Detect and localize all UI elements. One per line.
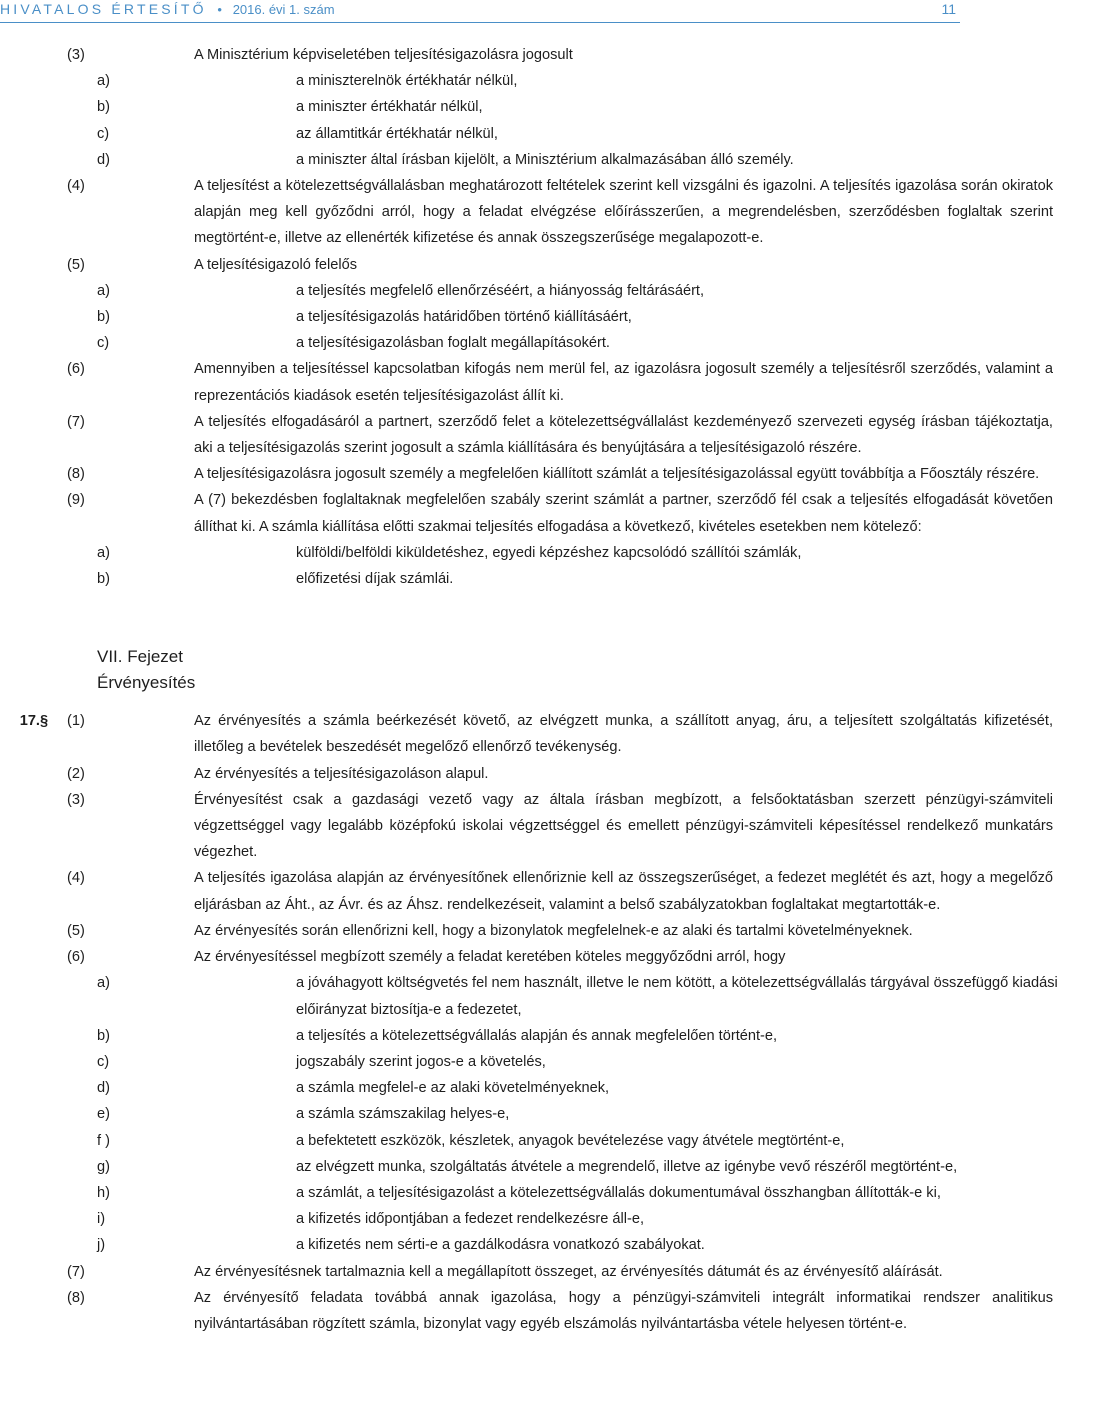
paragraph	[0, 865, 1053, 917]
list-item-label: g)	[97, 1158, 110, 1175]
list-item	[0, 1075, 960, 1101]
paragraph-number: (5)	[67, 256, 85, 273]
header-bullet: •	[213, 2, 226, 17]
paragraph-text: Amennyiben a teljesítéssel kapcsolatban kifogás nem merül fel, az igazolásra jogosult személy a teljesítésről szerződés, valamint a reprezentációs kiadások esetén teljesítésigazolást állít ki.	[194, 361, 1053, 404]
list-item	[0, 278, 960, 304]
paragraph	[0, 787, 1053, 866]
list-item-text: a kifizetés nem sérti-e a gazdálkodásra vonatkozó szabályokat.	[296, 1237, 705, 1254]
paragraph-number: (7)	[67, 1263, 85, 1280]
list-item-text: a számla számszakilag helyes-e,	[296, 1106, 510, 1123]
list-item-text: a jóváhagyott költségvetés fel nem használt, illetve le nem kötött, a kötelezettségvállalás tárgyával összefüggő kiadási előirányzat biztosítja-e a fedezetet,	[296, 975, 1058, 1018]
paragraph-number: (8)	[67, 1289, 85, 1306]
paragraph	[0, 461, 1040, 487]
paragraph	[0, 252, 960, 278]
list-item-text: a miniszter értékhatár nélkül,	[296, 99, 483, 116]
list-item	[0, 330, 960, 356]
section-symbol: §	[40, 713, 49, 730]
chapter-number	[0, 644, 960, 670]
chapter-title	[0, 670, 960, 696]
list-item-label: d)	[97, 151, 110, 168]
list-item-text: a teljesítésigazolásban foglalt megállapításokért.	[296, 335, 610, 352]
chapter-title-text: Érvényesítés	[97, 673, 196, 693]
paragraph-text: Az érvényesítés a számla beérkezését követő, az elvégzett munka, a szállított anyag, áru, a teljesített szolgáltatás kifizetését, illetőleg a bevételek beszedését megelőző ellenőrző tevékenység.	[194, 713, 1053, 756]
list-item	[0, 68, 960, 94]
list-item-label: h)	[97, 1184, 110, 1201]
list-item-label: e)	[97, 1106, 110, 1123]
list-item-text: a teljesítés a kötelezettségvállalás alapján és annak megfelelően történt-e,	[296, 1027, 778, 1044]
list-item	[0, 1101, 960, 1127]
list-item	[0, 1180, 960, 1206]
journal-title	[0, 1, 335, 17]
paragraph	[0, 761, 960, 787]
spacer	[0, 592, 960, 644]
list-item-text: a kifizetés időpontjában a fedezet rendelkezésre áll-e,	[296, 1211, 645, 1228]
paragraphs-part2	[0, 708, 1058, 1337]
paragraph-text: A teljesítés elfogadásáról a partnert, szerződő felet a kötelezettségvállalást kezdeményező szervezeti egység írásban tájékoztatja, aki a teljesítésigazolás szerint jogosult a számla kiállítására és benyújtására a teljesítésigazoló részére.	[194, 413, 1053, 457]
paragraph-text: A teljesítést a kötelezettségvállalásban meghatározott feltételek szerint kell vizsgálni és igazolni. A teljesítés igazolása során okiratok alapján meg kell győződni arról, hogy a feladat elvégzése előírásszerűen, a megrendelésben, szerződésben foglaltak szerint megtörtént-e, illetve az ellenérték kifizetése és annak összegszerűsége megalapozott-e.	[194, 178, 1053, 247]
list-item	[0, 1049, 960, 1075]
paragraph	[0, 918, 960, 944]
header-rule	[0, 22, 960, 23]
chapter-number-text: VII. Fejezet	[97, 647, 183, 667]
list-item	[0, 304, 960, 330]
list-item-text: az államtitkár értékhatár nélkül,	[296, 125, 498, 142]
list-item-label: c)	[97, 335, 110, 352]
list-item	[0, 970, 1058, 1022]
list-item-text: a számlát, a teljesítésigazolást a kötelezettségvállalás dokumentumával összhangban állították-e ki,	[296, 1184, 941, 1201]
paragraph	[0, 708, 1053, 760]
paragraph-number: (6)	[67, 949, 85, 966]
paragraph-text: Érvényesítést csak a gazdasági vezető vagy az általa írásban megbízott, a felsőoktatásban szerzett pénzügyi-számviteli végzettséggel vagy legalább középfokú iskolai végzettséggel és emellett pénzügyi-számviteli képesítéssel rendelkező munkatárs végezhet.	[194, 791, 1053, 861]
section-number: 17.	[19, 713, 40, 730]
list-item	[0, 1128, 960, 1154]
paragraph-text: A (7) bekezdésben foglaltaknak megfelelően szabály szerint számlát a partner, szerződő fél csak a teljesítés elfogadását követően állíthat ki. A számla kiállítása előtti szakmai teljesítés elfogadása a következő, kivételes esetekben nem kötelező:	[194, 492, 1053, 535]
list-item	[0, 1232, 960, 1258]
paragraph	[0, 944, 960, 970]
paragraph-number: (1)	[67, 713, 85, 730]
list-item-label: b)	[97, 571, 110, 588]
paragraph-text: Az érvényesítéssel megbízott személy a feladat keretében köteles meggyőződni arról, hogy	[194, 949, 786, 966]
list-item-text: a miniszter által írásban kijelölt, a Minisztérium alkalmazásában álló személy.	[296, 151, 794, 168]
list-item-label: b)	[97, 99, 110, 116]
list-item-label: j)	[97, 1237, 106, 1254]
paragraph-number: (5)	[67, 922, 85, 939]
paragraph-number: (6)	[67, 361, 85, 378]
list-item	[0, 1206, 960, 1232]
list-item-label: d)	[97, 1080, 110, 1097]
list-item-text: a teljesítés megfelelő ellenőrzéséért, a hiányosság feltárásáért,	[296, 282, 705, 299]
paragraph-number: (4)	[67, 178, 85, 195]
issue-number: 2016. évi 1. szám	[232, 2, 335, 17]
list-item	[0, 566, 960, 592]
list-item	[0, 1023, 960, 1049]
list-item	[0, 147, 960, 173]
list-item	[0, 94, 960, 120]
list-item-text: a teljesítésigazolás határidőben történő kiállításáért,	[296, 309, 632, 326]
paragraph-text: A teljesítés igazolása alapján az érvényesítőnek ellenőriznie kell az összegszerűséget, a fedezet meglétét és azt, hogy a megelőző eljárásban az Áht., az Ávr. és az Áhsz. rendelkezéseit, valamint a belső szabályzatokban foglaltakat megtartották-e.	[194, 870, 1053, 913]
list-item-label: f )	[97, 1132, 110, 1149]
list-item-label: a)	[97, 975, 110, 992]
list-item-text: előfizetési díjak számlái.	[296, 571, 454, 588]
spacer	[0, 696, 960, 708]
document-body	[0, 42, 1058, 1337]
paragraph-number: (2)	[67, 765, 85, 782]
list-item-label: b)	[97, 309, 110, 326]
paragraph-text: A teljesítésigazoló felelős	[194, 256, 358, 273]
list-item-label: b)	[97, 1027, 110, 1044]
paragraph	[0, 1259, 960, 1285]
list-item-label: c)	[97, 1053, 110, 1070]
paragraph-text: A teljesítésigazolásra jogosult személy a megfelelően kiállított számlát a teljesítésigazolással együtt továbbítja a Főosztály részére.	[194, 466, 1040, 483]
paragraph-text: Az érvényesítés a teljesítésigazoláson alapul.	[194, 765, 489, 782]
page-header	[0, 0, 960, 22]
paragraph	[0, 487, 1053, 539]
paragraph	[0, 1285, 1053, 1337]
paragraph-number: (7)	[67, 413, 85, 430]
list-item-text: a számla megfelel-e az alaki követelményeknek,	[296, 1080, 610, 1097]
paragraph	[0, 42, 960, 68]
list-item-text: a miniszterelnök értékhatár nélkül,	[296, 73, 518, 90]
list-item-label: c)	[97, 125, 110, 142]
list-item-label: a)	[97, 73, 110, 90]
paragraph-number: (4)	[67, 870, 85, 887]
paragraph	[0, 356, 1053, 408]
paragraphs-part1	[0, 42, 1053, 592]
list-item-label: a)	[97, 282, 110, 299]
list-item-text: jogszabály szerint jogos-e a követelés,	[296, 1053, 546, 1070]
list-item-label: a)	[97, 544, 110, 561]
paragraph-text: Az érvényesítésnek tartalmaznia kell a megállapított összeget, az érvényesítés dátumát és az érvényesítő aláírását.	[194, 1263, 943, 1280]
journal-name: HIVATALOS ÉRTESÍTŐ	[0, 1, 207, 17]
page-number: 11	[941, 1, 956, 17]
paragraph-text: Az érvényesítő feladata továbbá annak igazolása, hogy a pénzügyi-számviteli integrált informatikai rendszer analitikus nyilvántartásában rögzített számla, bizonylat vagy egyéb elszámolás nyilvántartásba vétele helyesen történt-e.	[194, 1289, 1053, 1332]
list-item	[0, 540, 960, 566]
paragraph-text: Az érvényesítés során ellenőrizni kell, hogy a bizonylatok megfelelnek-e az alaki és tartalmi követelményeknek.	[194, 922, 913, 939]
paragraph-number: (8)	[67, 466, 85, 483]
paragraph-number: (3)	[67, 791, 85, 808]
paragraph	[0, 409, 1053, 461]
list-item	[0, 121, 960, 147]
list-item-text: az elvégzett munka, szolgáltatás átvétele a megrendelő, illetve az igénybe vevő részéről megtörtént-e,	[296, 1158, 958, 1175]
list-item-text: külföldi/belföldi kiküldetéshez, egyedi képzéshez kapcsolódó szállítói számlák,	[296, 544, 802, 561]
list-item-text: a befektetett eszközök, készletek, anyagok bevételezése vagy átvétele megtörtént-e,	[296, 1132, 845, 1149]
paragraph	[0, 173, 1053, 252]
paragraph-number: (3)	[67, 47, 85, 63]
paragraph-text: A Minisztérium képviseletében teljesítésigazolásra jogosult	[194, 47, 573, 63]
list-item-label: i)	[97, 1211, 106, 1228]
list-item	[0, 1154, 960, 1180]
paragraph-number: (9)	[67, 492, 85, 509]
